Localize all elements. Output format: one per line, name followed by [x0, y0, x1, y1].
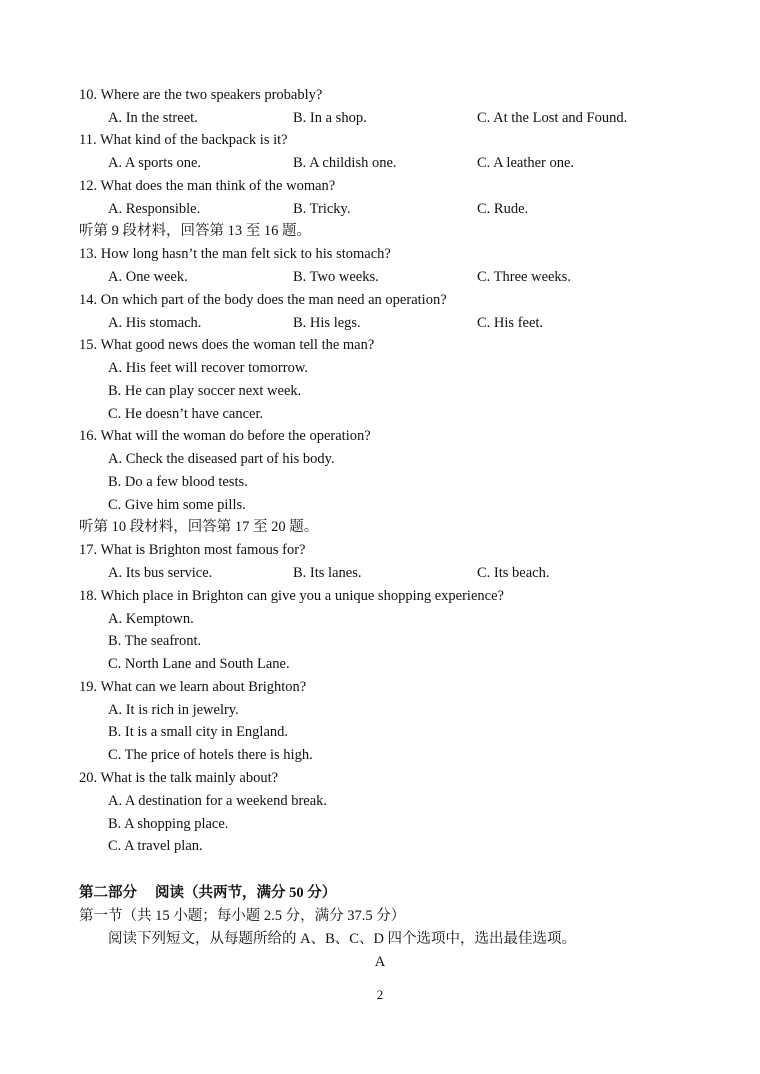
question-19: 19. What can we learn about Brighton?	[79, 679, 307, 695]
q10-option-a: A. In the street.	[108, 110, 198, 126]
question-14: 14. On which part of the body does the man need an operation?	[79, 292, 447, 308]
q20-option-b: B. A shopping place.	[108, 816, 229, 832]
q18-option-c: C. North Lane and South Lane.	[108, 656, 290, 672]
question-12: 12. What does the man think of the woman?	[79, 178, 336, 194]
question-18: 18. Which place in Brighton can give you a unique shopping experience?	[79, 588, 504, 604]
part-2-label: 第二部分	[79, 885, 137, 901]
question-13: 13. How long hasn’t the man felt sick to his stomach?	[79, 246, 391, 262]
q12-option-b: B. Tricky.	[293, 201, 351, 217]
q10-option-b: B. In a shop.	[293, 110, 367, 126]
q11-option-a: A. A sports one.	[108, 155, 202, 171]
question-16: 16. What will the woman do before the operation?	[79, 428, 371, 444]
q17-option-c: C. Its beach.	[477, 565, 550, 581]
section-10-heading: 听第 10 段材料，回答第 17 至 20 题。	[79, 519, 319, 535]
part-2-title: 阅读（共两节，满分 50 分）	[155, 885, 337, 901]
q16-option-b: B. Do a few blood tests.	[108, 474, 248, 490]
q11-option-c: C. A leather one.	[477, 155, 575, 171]
q11-option-b: B. A childish one.	[293, 155, 397, 171]
section-9-heading: 听第 9 段材料，回答第 13 至 16 题。	[79, 223, 311, 239]
passage-label: A	[374, 954, 386, 970]
q15-option-c: C. He doesn’t have cancer.	[108, 406, 264, 422]
q17-option-b: B. Its lanes.	[293, 565, 362, 581]
q19-option-c: C. The price of hotels there is high.	[108, 747, 313, 763]
q19-option-a: A. It is rich in jewelry.	[108, 702, 239, 718]
part-2-heading	[79, 884, 336, 902]
q16-option-a: A. Check the diseased part of his body.	[108, 451, 335, 467]
question-10: 10. Where are the two speakers probably?	[79, 87, 323, 103]
q14-option-a: A. His stomach.	[108, 315, 202, 331]
q17-option-a: A. Its bus service.	[108, 565, 213, 581]
q14-option-c: C. His feet.	[477, 315, 544, 331]
question-11: 11. What kind of the backpack is it?	[79, 132, 288, 148]
q12-option-a: A. Responsible.	[108, 201, 201, 217]
q20-option-c: C. A travel plan.	[108, 838, 203, 854]
question-17: 17. What is Brighton most famous for?	[79, 542, 306, 558]
section-1-heading: 第一节（共 15 小题；每小题 2.5 分，满分 37.5 分）	[79, 908, 406, 924]
question-15: 15. What good news does the woman tell the man?	[79, 337, 375, 353]
question-20: 20. What is the talk mainly about?	[79, 770, 279, 786]
q13-option-c: C. Three weeks.	[477, 269, 571, 285]
q20-option-a: A. A destination for a weekend break.	[108, 793, 328, 809]
q14-option-b: B. His legs.	[293, 315, 361, 331]
q15-option-b: B. He can play soccer next week.	[108, 383, 302, 399]
q10-option-c: C. At the Lost and Found.	[477, 110, 628, 126]
q18-option-a: A. Kemptown.	[108, 611, 194, 627]
q13-option-a: A. One week.	[108, 269, 188, 285]
q15-option-a: A. His feet will recover tomorrow.	[108, 360, 308, 376]
page-number: 2	[376, 987, 384, 1002]
instruction-text: 阅读下列短文，从每题所给的 A、B、C、D 四个选项中，选出最佳选项。	[108, 931, 577, 947]
q16-option-c: C. Give him some pills.	[108, 497, 246, 513]
q12-option-c: C. Rude.	[477, 201, 529, 217]
q13-option-b: B. Two weeks.	[293, 269, 379, 285]
q19-option-b: B. It is a small city in England.	[108, 724, 289, 740]
q18-option-b: B. The seafront.	[108, 633, 202, 649]
